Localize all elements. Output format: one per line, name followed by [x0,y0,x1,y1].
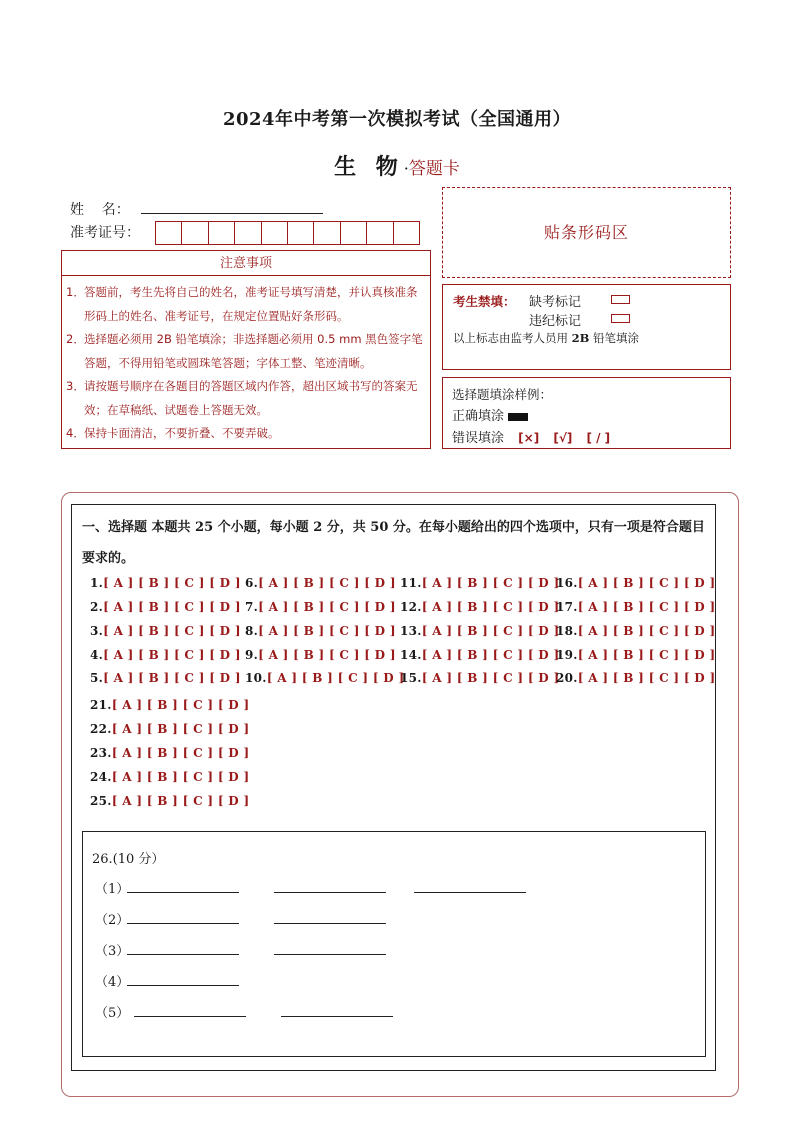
choice-question-1[interactable] [90,576,241,590]
question-number: 1. [90,576,104,590]
choice-options[interactable]: [ A ] [ B ] [ C ] [ D ] [103,600,241,614]
choice-question-8[interactable] [245,624,396,638]
q26-part-1-blank[interactable] [127,892,239,893]
proctor-note [453,330,639,346]
q26-part-3-blank[interactable] [274,954,386,955]
choice-question-14[interactable] [400,648,559,662]
q26-part-2-label: （2） [95,913,130,928]
choice-question-18[interactable] [556,624,715,638]
choice-question-17[interactable] [556,600,715,614]
proctor-note-text: 以上标志由监考人员用 [453,331,568,345]
violation-mark-box[interactable] [611,314,630,323]
choice-options[interactable]: [ A ] [ B ] [ C ] [ D ] [266,671,405,685]
choice-options[interactable]: [ A ] [ B ] [ C ] [ D ] [421,624,560,638]
q26-part-3-blank[interactable] [127,954,239,955]
notice-item-number: 4． [66,426,85,440]
subject-dot: · [403,159,409,178]
notice-item [66,328,428,375]
question-number: 15. [400,671,422,685]
question-number: 16. [556,576,578,590]
question-number: 21. [90,698,112,712]
choice-options[interactable]: [ A ] [ B ] [ C ] [ D ] [103,576,241,590]
question-number: 12. [400,600,422,614]
id-digit-box[interactable] [209,222,235,244]
question-number: 10. [245,671,267,685]
choice-question-13[interactable] [400,624,559,638]
choice-question-5[interactable] [90,671,241,685]
violation-mark-label: 违纪标记 [529,314,582,329]
question-number: 3. [90,624,104,638]
notice-title: 注意事项 [62,251,430,276]
choice-question-7[interactable] [245,600,396,614]
question-number: 5. [90,671,104,685]
absent-mark-label: 缺考标记 [529,295,582,310]
q26-part-3-label: （3） [95,944,130,959]
correct-fill-row [452,405,528,424]
q26-part-1-label: （1） [95,882,130,897]
notice-item-text: 答题前，考生先将自己的姓名，准考证号填写清楚，并认真核准条形码上的姓名、准考证号，在规定位置贴好条形码。 [84,285,418,323]
choice-question-3[interactable] [90,624,241,638]
name-label: 姓 名： [70,202,130,218]
notice-item-text: 选择题必须用 2B 铅笔填涂；非选择题必须用 0.5 mm 黑色签字笔答题，不得用铅笔或圆珠笔答题；字体工整、笔迹清晰。 [84,332,423,370]
choice-question-4[interactable] [90,648,241,662]
wrong-fill-row [452,427,610,446]
proctor-note-pencil: 2B [571,331,590,345]
question-number: 25. [90,794,112,808]
q26-part-5-blank[interactable] [134,1016,246,1017]
choice-question-21[interactable] [90,698,249,712]
choice-options[interactable]: [ A ] [ B ] [ C ] [ D ] [421,671,560,685]
subject-name: 生 物 [334,154,404,180]
question-number: 9. [245,648,259,662]
barcode-area [442,187,731,278]
question-number: 14. [400,648,422,662]
question-number: 17. [556,600,578,614]
notice-item [66,422,428,446]
choice-question-25[interactable] [90,794,249,808]
notice-panel [61,250,431,449]
subject-line [0,150,794,181]
choice-options[interactable]: [ A ] [ B ] [ C ] [ D ] [258,624,396,638]
correct-fill-label: 正确填涂 [452,409,505,424]
choice-options[interactable]: [ A ] [ B ] [ C ] [ D ] [103,671,241,685]
choice-options[interactable]: [ A ] [ B ] [ C ] [ D ] [421,600,560,614]
notice-item-number: 2． [66,332,85,346]
wrong-fill-label: 错误填涂 [452,431,505,446]
choice-question-11[interactable] [400,576,559,590]
choice-question-12[interactable] [400,600,559,614]
notice-item-text: 请按题号顺序在各题目的答题区域内作答，超出区域书写的答案无效；在草稿纸、试题卷上答题无效。 [84,379,418,417]
absent-mark-box[interactable] [611,295,630,304]
choice-options[interactable]: [ A ] [ B ] [ C ] [ D ] [421,648,560,662]
filled-block-icon [508,413,528,421]
q26-part-1-blank[interactable] [414,892,526,893]
wrong-mark-slash: [ / ] [586,431,611,445]
proctor-note-text: 铅笔填涂 [593,331,640,345]
choice-options[interactable]: [ A ] [ B ] [ C ] [ D ] [111,722,250,736]
choice-question-23[interactable] [90,746,249,760]
choice-question-24[interactable] [90,770,249,784]
question-number: 22. [90,722,112,736]
q26-part-4-blank[interactable] [127,985,239,986]
choice-options[interactable]: [ A ] [ B ] [ C ] [ D ] [421,576,560,590]
notice-item-text: 保持卡面清洁，不要折叠、不要弄破。 [84,426,280,440]
choice-options[interactable]: [ A ] [ B ] [ C ] [ D ] [577,576,716,590]
choice-options[interactable]: [ A ] [ B ] [ C ] [ D ] [577,671,716,685]
proctor-only-label: 考生禁填： [453,294,516,309]
choice-question-19[interactable] [556,648,715,662]
id-digit-box[interactable] [341,222,367,244]
proctor-only-panel [442,284,731,370]
choice-options[interactable]: [ A ] [ B ] [ C ] [ D ] [111,746,250,760]
fill-sample-title: 选择题填涂样例： [452,387,553,402]
choice-question-2[interactable] [90,600,241,614]
choice-question-20[interactable] [556,671,715,685]
question-number: 20. [556,671,578,685]
notice-list [66,281,428,446]
id-label: 准考证号： [70,225,140,241]
id-digit-box[interactable] [314,222,340,244]
question-number: 8. [245,624,259,638]
question-26-area [82,831,706,1057]
q26-part-1-blank[interactable] [274,892,386,893]
choice-options[interactable]: [ A ] [ B ] [ C ] [ D ] [111,794,250,808]
id-digit-box[interactable] [262,222,288,244]
question-number: 24. [90,770,112,784]
notice-item-number: 1． [66,285,85,299]
choice-question-10[interactable] [245,671,404,685]
choice-question-22[interactable] [90,722,249,736]
id-number-boxes[interactable] [155,221,420,245]
choice-options[interactable]: [ A ] [ B ] [ C ] [ D ] [577,648,716,662]
question-26-title: 26.(10 分） [92,852,165,867]
notice-item [66,281,428,328]
id-digit-box[interactable] [394,222,419,244]
q26-part-2-blank[interactable] [274,923,386,924]
choice-options[interactable]: [ A ] [ B ] [ C ] [ D ] [258,648,396,662]
id-digit-box[interactable] [156,222,182,244]
choice-options[interactable]: [ A ] [ B ] [ C ] [ D ] [103,624,241,638]
wrong-mark-check: [√] [553,431,573,445]
barcode-label: 贴条形码区 [543,223,629,242]
choice-options[interactable]: [ A ] [ B ] [ C ] [ D ] [258,576,396,590]
question-number: 7. [245,600,259,614]
id-digit-box[interactable] [182,222,208,244]
choice-options[interactable]: [ A ] [ B ] [ C ] [ D ] [111,698,250,712]
choice-options[interactable]: [ A ] [ B ] [ C ] [ D ] [577,624,716,638]
question-number: 4. [90,648,104,662]
question-number: 18. [556,624,578,638]
choice-question-16[interactable] [556,576,715,590]
choice-options[interactable]: [ A ] [ B ] [ C ] [ D ] [258,600,396,614]
q26-part-4-label: （4） [95,975,130,990]
notice-item [66,375,428,422]
wrong-mark-cross: [×] [518,431,540,445]
question-number: 19. [556,648,578,662]
id-digit-box[interactable] [367,222,393,244]
question-number: 13. [400,624,422,638]
question-number: 11. [400,576,422,590]
id-digit-box[interactable] [235,222,261,244]
choice-question-15[interactable] [400,671,559,685]
choice-options[interactable]: [ A ] [ B ] [ C ] [ D ] [103,648,241,662]
choice-options[interactable]: [ A ] [ B ] [ C ] [ D ] [577,600,716,614]
q26-part-2-blank[interactable] [127,923,239,924]
answer-card-label: 答题卡 [408,159,460,179]
choice-question-9[interactable] [245,648,396,662]
name-field[interactable] [141,213,323,214]
choice-question-6[interactable] [245,576,396,590]
q26-part-5-label: （5） [95,1006,130,1021]
fill-sample-panel [442,377,731,449]
choice-options[interactable]: [ A ] [ B ] [ C ] [ D ] [111,770,250,784]
question-number: 6. [245,576,259,590]
id-digit-box[interactable] [288,222,314,244]
section1-heading: 一、选择题 本题共 25 个小题，每小题 2 分，共 50 分。在每小题给出的四个选项中，只有一项是符合题目要求的。 [82,520,705,566]
question-number: 23. [90,746,112,760]
notice-item-number: 3． [66,379,85,393]
question-number: 2. [90,600,104,614]
exam-title: 2024年中考第一次模拟考试（全国通用） [222,109,572,130]
q26-part-5-blank[interactable] [281,1016,393,1017]
